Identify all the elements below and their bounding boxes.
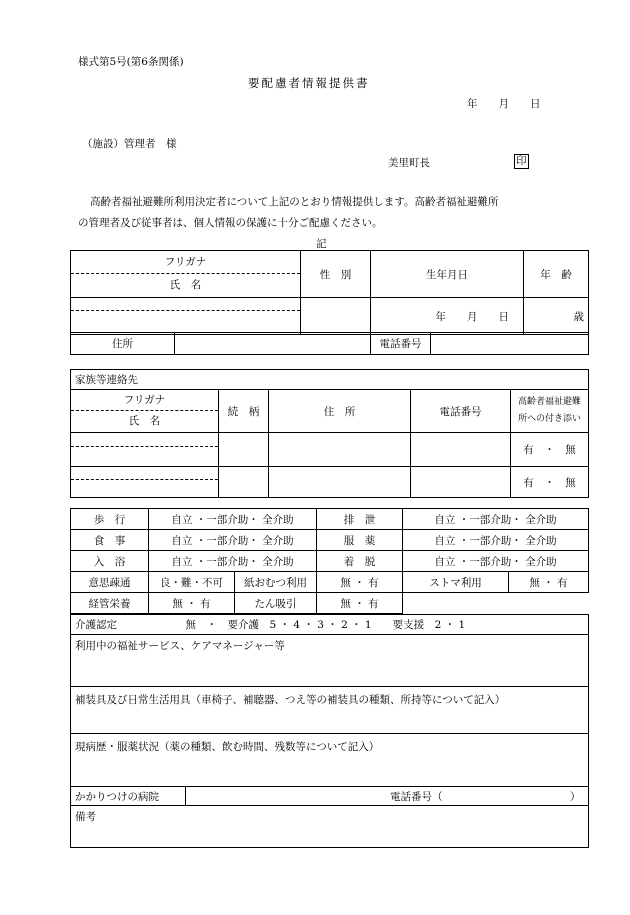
family-furigana-label: フリガナ (71, 390, 218, 411)
form-title: 要配慮者情報提供書 (248, 76, 370, 90)
remarks-field[interactable]: 備考 (71, 806, 589, 848)
communication-label: 意思疎通 (71, 572, 149, 593)
family-attend-choice[interactable]: 有 ・ 無 (511, 433, 589, 467)
family-row (71, 467, 589, 498)
age-label: 年 齢 (524, 251, 589, 298)
eating-label: 食 事 (71, 530, 149, 551)
family-address-input[interactable] (269, 433, 411, 467)
bathing-label: 入 浴 (71, 551, 149, 572)
tube-feeding-label: 経管栄養 (71, 593, 149, 614)
birth-input[interactable]: 年 月 日 (371, 298, 524, 335)
care-table (70, 614, 589, 787)
address-label: 住所 (71, 333, 175, 355)
person-table (70, 250, 589, 335)
sex-input[interactable] (301, 298, 371, 335)
communication-choice[interactable]: 良・難・不可 (149, 572, 235, 593)
walking-choice[interactable]: 自立 ・一部介助・ 全介助 (149, 509, 317, 530)
family-address-input[interactable] (269, 467, 411, 498)
name-input[interactable] (71, 311, 300, 334)
family-phone-input[interactable] (411, 433, 511, 467)
excretion-choice[interactable]: 自立 ・一部介助・ 全介助 (403, 509, 589, 530)
medication-label: 服 薬 (317, 530, 403, 551)
age-input[interactable]: 歳 (524, 298, 589, 335)
stoma-choice[interactable]: 無 ・ 有 (509, 572, 589, 593)
attendance-label (511, 390, 589, 433)
adl-extra-table (70, 571, 589, 614)
family-name-input[interactable] (71, 467, 219, 498)
furigana-label: フリガナ (71, 251, 300, 274)
relation-label: 続 柄 (219, 390, 269, 433)
family-phone-label: 電話番号 (411, 390, 511, 433)
hospital-field[interactable] (186, 787, 589, 806)
addressee: （施設）管理者 様 (82, 138, 177, 150)
medication-choice[interactable]: 自立 ・一部介助・ 全介助 (403, 530, 589, 551)
suction-choice[interactable]: 無 ・ 有 (317, 593, 403, 614)
body-line-1: 高齢者福祉避難所利用決定者について上記のとおり情報提供します。高齢者福祉避難所 (90, 196, 499, 208)
care-cert-choice[interactable]: 無 ・ 要介護 5 ・ 4 ・ 3 ・ 2 ・ 1 要支援 2 ・ 1 (186, 615, 589, 635)
hospital-label: かかりつけの病院 (71, 787, 186, 806)
family-heading: 家族等連絡先 (71, 370, 589, 390)
sender: 美里町長 (388, 157, 430, 169)
family-name-input[interactable] (71, 433, 219, 467)
tube-feeding-choice[interactable]: 無 ・ 有 (149, 593, 235, 614)
hospital-phone-close: ） (570, 791, 581, 803)
diaper-label: 紙おむつ利用 (235, 572, 317, 593)
adl-row (71, 509, 589, 530)
equipment-field[interactable]: 補装具及び日常生活用具（車椅子、補聴器、つえ等の補装具の種類、所持等について記入） (71, 687, 589, 734)
adl-table (70, 508, 589, 572)
attendance-label-2: 所への付き添い (518, 414, 582, 424)
address-table (70, 332, 589, 355)
date-line: 年 月 日 (467, 98, 541, 110)
dressing-label: 着 脱 (317, 551, 403, 572)
family-name-label: 氏 名 (128, 415, 161, 427)
seal-text: 印 (516, 155, 527, 167)
services-field[interactable]: 利用中の福祉サービス、ケアマネージャー等 (71, 635, 589, 687)
hospital-phone-label: 電話番号（ (390, 791, 443, 803)
birth-label: 生年月日 (371, 251, 524, 298)
family-attend-choice[interactable]: 有 ・ 無 (511, 467, 589, 498)
bathing-choice[interactable]: 自立 ・一部介助・ 全介助 (149, 551, 317, 572)
adl-row (71, 530, 589, 551)
furigana-input[interactable] (71, 298, 300, 311)
care-cert-label: 介護認定 (71, 615, 186, 635)
form-number: 様式第5号(第6条関係) (78, 56, 184, 68)
adl-row (71, 551, 589, 572)
phone-label: 電話番号 (371, 333, 431, 355)
stoma-label: ストマ利用 (403, 572, 509, 593)
family-row (71, 433, 589, 467)
phone-input[interactable] (431, 333, 589, 355)
attendance-label-1: 高齢者福祉避難 (518, 397, 582, 407)
family-furigana-name-header (71, 390, 219, 433)
family-address-label: 住 所 (269, 390, 411, 433)
family-table (70, 369, 589, 498)
diaper-choice[interactable]: 無 ・ 有 (317, 572, 403, 593)
suction-label: たん吸引 (235, 593, 317, 614)
furigana-name-header (71, 251, 301, 298)
eating-choice[interactable]: 自立 ・一部介助・ 全介助 (149, 530, 317, 551)
family-relation-input[interactable] (219, 467, 269, 498)
body-line-2: の管理者及び従事者は、個人情報の保護に十分ご配慮ください。 (78, 217, 383, 229)
walking-label: 歩 行 (71, 509, 149, 530)
dressing-choice[interactable]: 自立 ・一部介助・ 全介助 (403, 551, 589, 572)
family-phone-input[interactable] (411, 467, 511, 498)
excretion-label: 排 泄 (317, 509, 403, 530)
address-input[interactable] (175, 333, 371, 355)
seal-mark (514, 154, 529, 169)
hospital-table (70, 786, 589, 848)
ki-label: 記 (316, 238, 327, 250)
family-relation-input[interactable] (219, 433, 269, 467)
name-label: 氏 名 (169, 279, 202, 291)
history-field[interactable]: 現病歴・服薬状況（薬の種類、飲む時間、残数等について記入） (71, 734, 589, 787)
name-input-cell[interactable] (71, 298, 301, 335)
sex-label: 性 別 (301, 251, 371, 298)
